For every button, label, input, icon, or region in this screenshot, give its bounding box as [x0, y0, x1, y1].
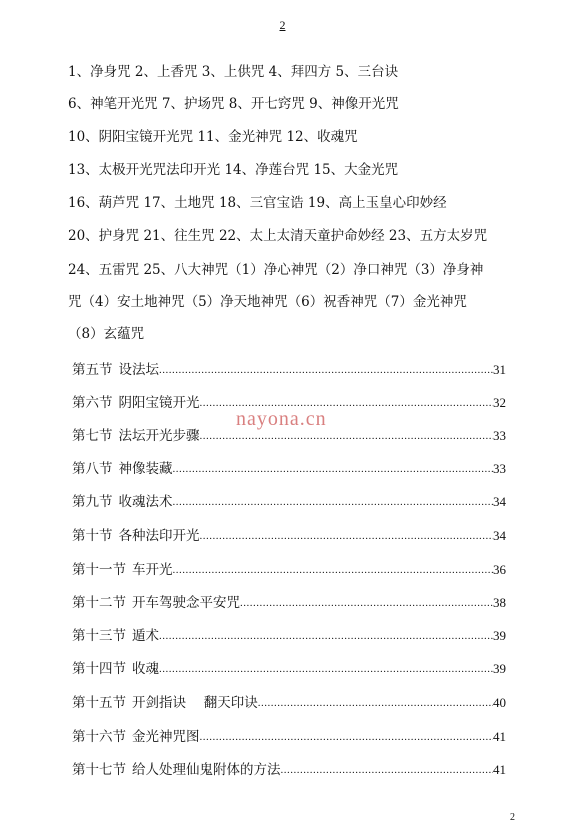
toc-entry[interactable]	[72, 492, 506, 512]
toc-entry[interactable]	[72, 526, 506, 546]
toc-section-title: 阴阳宝镜开光	[118, 395, 200, 411]
incantation-list-line: 1、净身咒 2、上香咒 3、上供咒 4、拜四方 5、三台诀	[68, 64, 399, 80]
toc-page-number: 34	[493, 528, 506, 543]
toc-leader-dots	[173, 560, 494, 580]
toc-page-number: 40	[493, 695, 506, 710]
toc-leader-dots	[173, 459, 494, 479]
toc-entry[interactable]	[72, 560, 506, 580]
toc-page-number: 33	[493, 428, 506, 443]
incantation-list-line: 咒（4）安土地神咒（5）净天地神咒（6）祝香神咒（7）金光神咒	[68, 294, 467, 310]
page-number-bottom: 2	[510, 812, 515, 823]
toc-entry[interactable]	[72, 593, 506, 613]
incantation-list-line: 10、阴阳宝镜开光咒 11、金光神咒 12、收魂咒	[68, 129, 358, 145]
toc-page-number: 33	[493, 461, 506, 476]
toc-leader-dots	[281, 760, 494, 780]
toc-page-number: 36	[493, 562, 506, 577]
toc-section-title: 金光神咒图	[132, 729, 200, 745]
toc-section-number: 第十节	[72, 528, 113, 544]
toc-page-number: 31	[493, 362, 506, 377]
toc-page-number: 41	[493, 729, 506, 744]
toc-page-number: 41	[493, 762, 506, 777]
toc-section-title: 车开光	[132, 562, 173, 578]
toc-leader-dots	[159, 659, 493, 679]
incantation-list-line: 16、葫芦咒 17、土地咒 18、三官宝诰 19、高上玉皇心印妙经	[68, 195, 447, 211]
toc-entry[interactable]	[72, 360, 506, 380]
toc-leader-dots	[173, 492, 494, 512]
toc-leader-dots	[200, 526, 494, 546]
toc-entry[interactable]	[72, 727, 506, 747]
toc-section-number: 第九节	[72, 494, 113, 510]
page-number-top: 2	[279, 18, 286, 32]
incantation-list-line: 24、五雷咒 25、八大神咒（1）净心神咒（2）净口神咒（3）净身神	[68, 262, 484, 278]
toc-section-number: 第十五节	[72, 695, 126, 711]
toc-section-title: 法坛开光步骤	[118, 428, 200, 444]
toc-page-number: 38	[493, 595, 506, 610]
toc-section-title: 开剑指诀 翻天印诀	[132, 695, 258, 711]
toc-section-number: 第十二节	[72, 595, 126, 611]
toc-section-title: 遁术	[132, 628, 159, 644]
incantation-list-line: 20、护身咒 21、往生咒 22、太上太清天童护命妙经 23、五方太岁咒	[68, 228, 488, 244]
toc-leader-dots	[200, 727, 494, 747]
toc-section-number: 第八节	[72, 461, 113, 477]
toc-section-number: 第五节	[72, 362, 113, 378]
toc-section-title: 各种法印开光	[118, 528, 200, 544]
toc-section-title: 收魂法术	[118, 494, 173, 510]
toc-page-number: 39	[493, 661, 506, 676]
toc-leader-dots	[240, 593, 493, 613]
toc-entry[interactable]	[72, 626, 506, 646]
toc-section-title: 开车驾驶念平安咒	[132, 595, 240, 611]
toc-leader-dots	[258, 693, 493, 713]
toc-entry[interactable]	[72, 659, 506, 679]
toc-section-number: 第十四节	[72, 661, 126, 677]
incantation-list-line: （8）玄蕴咒	[68, 326, 145, 342]
toc-section-number: 第六节	[72, 395, 113, 411]
toc-leader-dots	[159, 626, 493, 646]
toc-page-number: 32	[493, 395, 506, 410]
toc-page-number: 39	[493, 628, 506, 643]
incantation-list-line: 13、太极开光咒法印开光 14、净莲台咒 15、大金光咒	[68, 162, 399, 178]
incantation-list-line: 6、神笔开光咒 7、护场咒 8、开七窍咒 9、神像开光咒	[68, 96, 399, 112]
toc-section-number: 第十七节	[72, 762, 126, 778]
toc-section-number: 第十三节	[72, 628, 126, 644]
toc-section-number: 第七节	[72, 428, 113, 444]
toc-entry[interactable]	[72, 693, 506, 713]
toc-section-number: 第十六节	[72, 729, 126, 745]
toc-entry[interactable]	[72, 459, 506, 479]
toc-section-title: 设法坛	[118, 362, 159, 378]
toc-section-title: 神像装藏	[118, 461, 173, 477]
toc-section-number: 第十一节	[72, 562, 126, 578]
toc-section-title: 给人处理仙鬼附体的方法	[132, 762, 281, 778]
toc-section-title: 收魂	[132, 661, 159, 677]
watermark: nayona.cn	[236, 408, 327, 430]
toc-leader-dots	[159, 360, 493, 380]
toc-page-number: 34	[493, 494, 506, 509]
toc-entry[interactable]	[72, 760, 506, 780]
